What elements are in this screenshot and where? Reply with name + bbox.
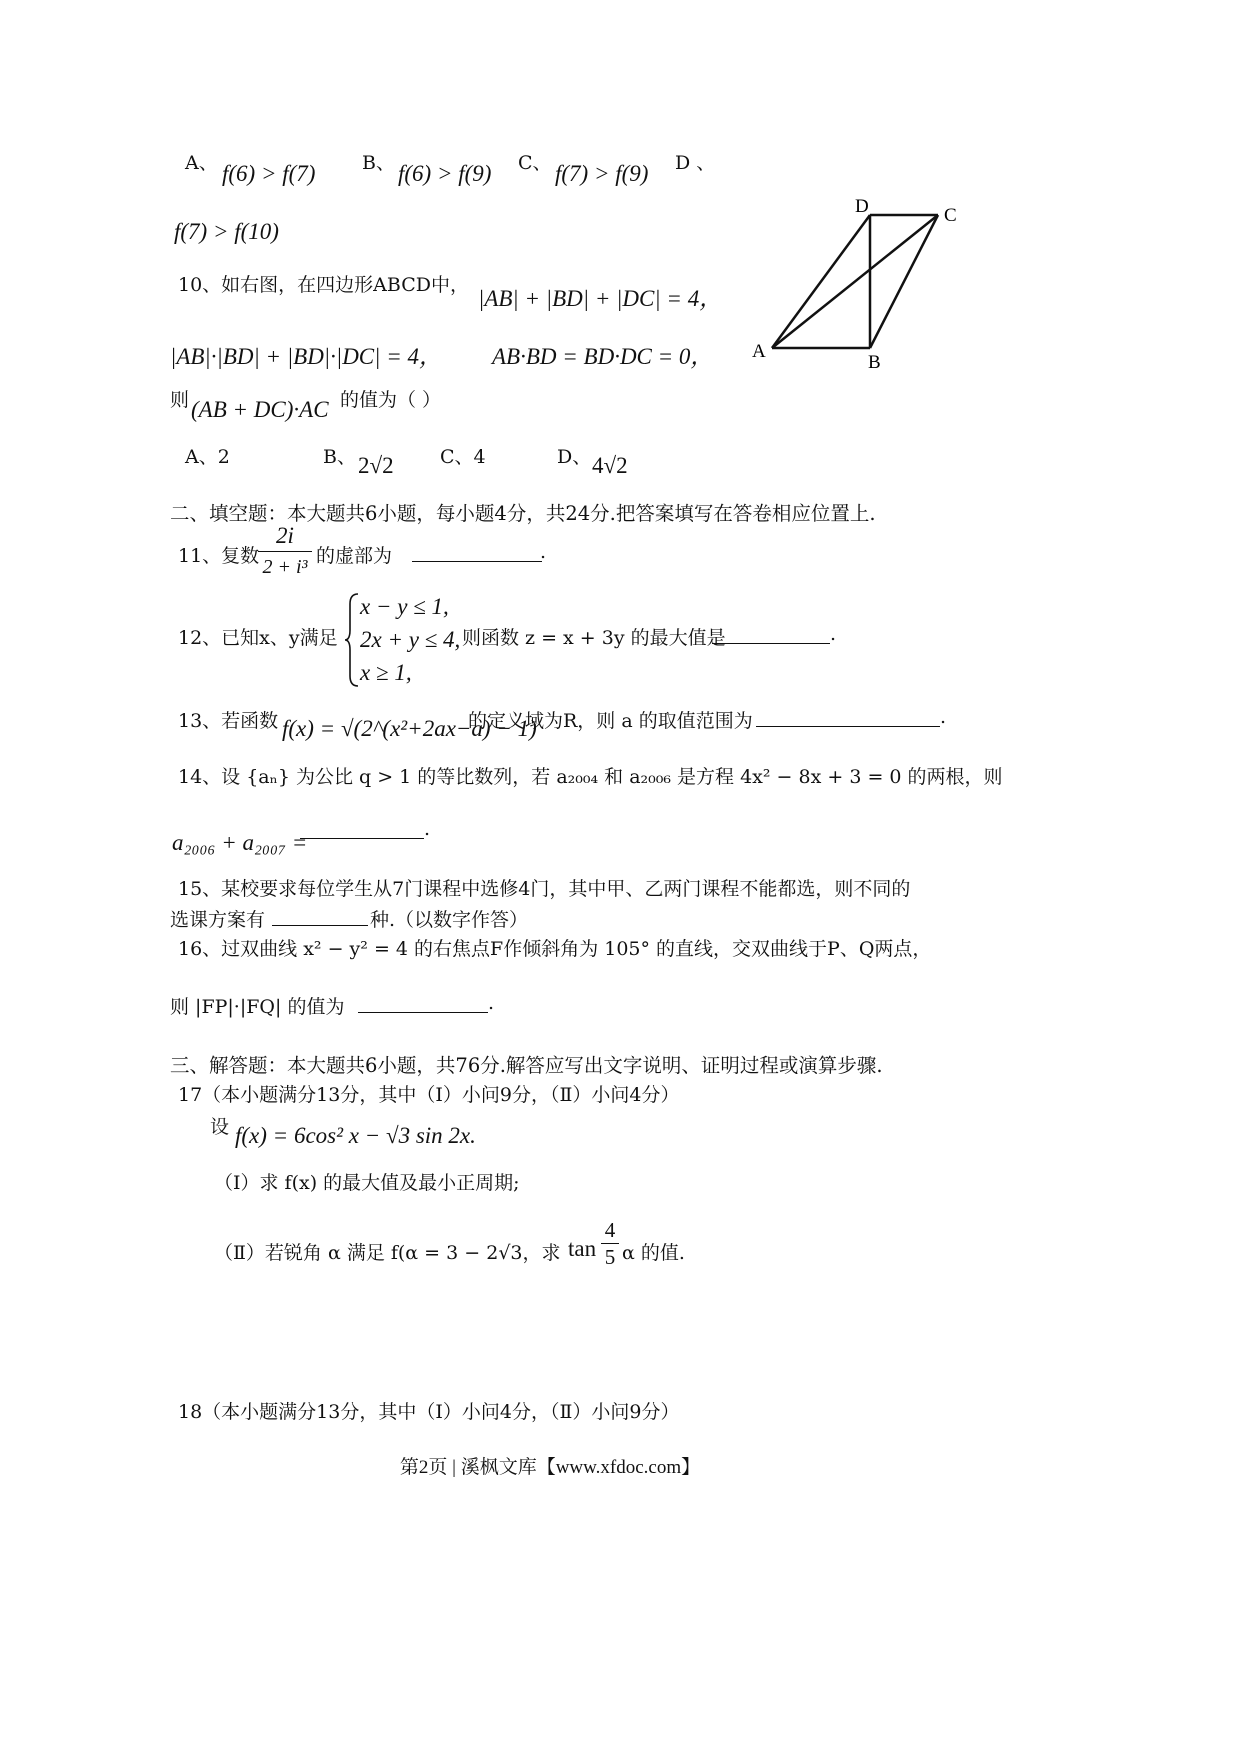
vertex-c-label: C xyxy=(944,205,957,226)
q15-line-2b: 种.（以数字作答） xyxy=(370,909,529,931)
q10-option-b-label: B、 xyxy=(323,446,356,468)
vertex-b-label: B xyxy=(868,352,881,370)
q10-condition-1: |AB| + |BD| + |DC| = 4， xyxy=(478,286,723,311)
q10-stem: 10、如右图，在四边形ABCD中， xyxy=(178,274,469,296)
fraction-bar xyxy=(601,1243,619,1244)
q12-constraint-1: x − y ≤ 1, xyxy=(360,594,449,619)
edge-bc xyxy=(870,215,938,348)
section-3-heading: 三、解答题：本大题共6小题，共76分.解答应写出文字说明、证明过程或演算步骤. xyxy=(170,1054,883,1077)
q17-part-2-prefix: （Ⅱ）若锐角 α 满足 f(α = 3 − 2√3，求 xyxy=(214,1242,561,1264)
q10-ask-expr: (AB + DC)·AC xyxy=(191,397,329,422)
q10-option-d-label: D、 xyxy=(557,446,592,468)
q10-ask-prefix: 则 xyxy=(170,389,190,411)
q10-option-a: A、2 xyxy=(185,446,230,468)
q14-line-2: a₂₀₀₆ + a₂₀₀₇ = xyxy=(172,830,308,855)
section-2-heading: 二、填空题：本大题共6小题，每小题4分，共24分.把答案填写在答卷相应位置上. xyxy=(170,502,876,525)
q9-option-b-expr: f(6) > f(9) xyxy=(398,161,492,186)
q15-line-1: 15、某校要求每位学生从7门课程中选修4门，其中甲、乙两门课程不能都选，则不同的 xyxy=(178,878,911,900)
q16-answer-blank xyxy=(358,994,488,1013)
q17-denominator: 5 xyxy=(604,1245,616,1269)
q10-option-d: 4√2 xyxy=(592,453,628,478)
q14-answer-blank xyxy=(300,820,424,839)
q17-definition: f(x) = 6cos² x − √3 sin 2x. xyxy=(235,1123,476,1148)
q16-end: . xyxy=(488,992,495,1014)
quadrilateral-abcd-figure xyxy=(740,190,970,370)
q12-end: . xyxy=(830,623,837,645)
q12-constraint-2: 2x + y ≤ 4, xyxy=(360,627,461,652)
q10-condition-3: AB·BD = BD·DC = 0， xyxy=(492,344,714,369)
q15-line-2a: 选课方案有 xyxy=(170,909,266,931)
q12-mid: 则函数 z = x + 3y 的最大值是 xyxy=(462,627,726,649)
q17-part-2-fraction xyxy=(601,1218,619,1269)
vertex-a-label: A xyxy=(752,341,766,362)
q9-option-c-label: C、 xyxy=(518,152,552,174)
q17-part-2-tan: tan xyxy=(568,1236,597,1261)
vertex-d-label: D xyxy=(855,196,869,217)
q16-line-1: 16、过双曲线 x² − y² = 4 的右焦点F作倾斜角为 105° 的直线，交双曲线于P、Q两点， xyxy=(178,938,932,960)
q10-option-b: 2√2 xyxy=(358,453,394,478)
q14-end: . xyxy=(424,818,431,840)
q12-constraint-3: x ≥ 1, xyxy=(360,660,412,685)
q17-part-1: （Ⅰ）求 f(x) 的最大值及最小正周期; xyxy=(214,1172,520,1194)
q9-option-d-label: D 、 xyxy=(675,152,716,174)
q11-end: . xyxy=(540,541,547,563)
q17-def-prefix: 设 xyxy=(210,1116,230,1138)
q18-heading: 18（本小题满分13分，其中（Ⅰ）小问4分，（Ⅱ）小问9分） xyxy=(178,1401,680,1423)
q16-line-2: 则 |FP|·|FQ| 的值为 xyxy=(170,996,345,1018)
q13-expr: f(x) = √(2^(x²+2ax−a) − 1) xyxy=(282,716,537,741)
q17-numerator: 4 xyxy=(604,1218,616,1242)
q13-prefix: 13、若函数 xyxy=(178,710,279,732)
q13-answer-blank xyxy=(756,708,940,727)
q9-option-d-expr: f(7) > f(10) xyxy=(174,219,279,244)
q11-prefix: 11、复数 xyxy=(178,545,260,567)
q11-fraction xyxy=(258,523,312,580)
q9-option-a-label: A、 xyxy=(185,152,218,174)
page-footer: 第2页 | 溪枫文库【www.xfdoc.com】 xyxy=(399,1457,701,1478)
q12-answer-blank xyxy=(712,625,830,644)
q14-line-1: 14、设 {aₙ} 为公比 q > 1 的等比数列，若 a₂₀₀₄ 和 a₂₀₀₆ 是方程 4x² − 8x + 3 = 0 的两根，则 xyxy=(178,766,1003,788)
q11-denominator: 2 + i³ xyxy=(262,556,308,578)
q10-condition-2: |AB|·|BD| + |BD|·|DC| = 4， xyxy=(170,344,442,369)
q11-suffix: 的虚部为 xyxy=(316,545,393,567)
q10-option-c: C、4 xyxy=(440,446,486,468)
q9-option-b-label: B、 xyxy=(362,152,395,174)
q15-answer-blank xyxy=(272,907,368,926)
q13-suffix: 的定义域为R，则 a 的取值范围为 xyxy=(468,710,753,732)
q10-ask-suffix: 的值为（ ） xyxy=(340,389,442,411)
q17-heading: 17（本小题满分13分，其中（Ⅰ）小问9分，（Ⅱ）小问4分） xyxy=(178,1084,680,1106)
q11-numerator: 2i xyxy=(276,523,294,548)
q12-prefix: 12、已知x、y满足 xyxy=(178,627,338,649)
q11-answer-blank xyxy=(412,543,542,562)
q9-option-c-expr: f(7) > f(9) xyxy=(555,161,649,186)
q17-part-2-suffix: α 的值. xyxy=(622,1242,685,1264)
q13-end: . xyxy=(940,706,947,728)
q9-option-a-expr: f(6) > f(7) xyxy=(222,161,316,186)
fraction-bar xyxy=(258,551,312,552)
